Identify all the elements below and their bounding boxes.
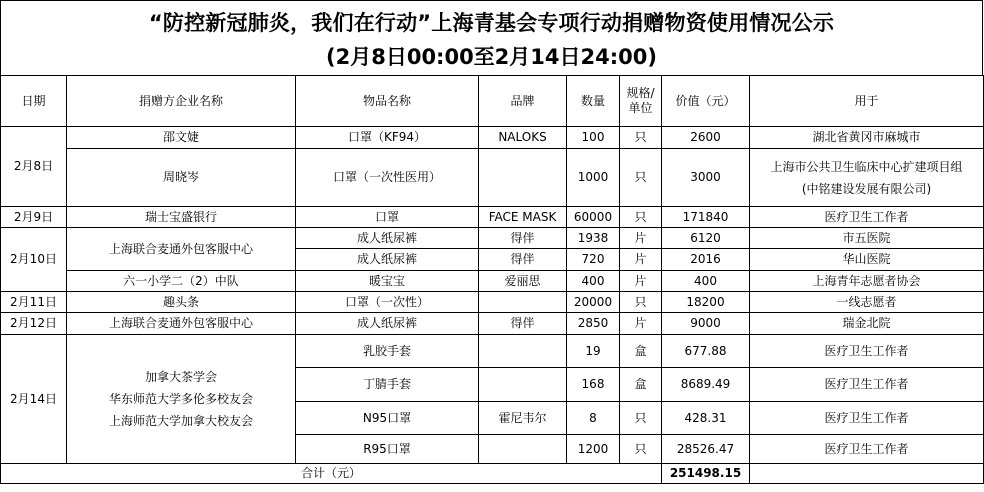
total-label: 合计（元） [1,464,662,484]
item-cell: R95口罩 [296,435,479,464]
table-row [1,292,984,313]
value-cell: 428.31 [662,402,750,435]
item-cell: 口罩（一次性医用） [296,149,479,207]
donor-cell: 瑞士宝盛银行 [67,207,296,228]
qty-cell: 100 [567,127,620,149]
value-cell: 3000 [662,149,750,207]
qty-cell: 20000 [567,292,620,313]
qty-cell: 1938 [567,228,620,249]
value-cell: 2016 [662,249,750,271]
value-cell: 18200 [662,292,750,313]
brand-cell: 爱丽思 [479,271,567,292]
use-cell: 一线志愿者 [750,292,984,313]
header-value: 价值（元） [662,76,750,127]
item-cell: 暖宝宝 [296,271,479,292]
unit-cell: 只 [620,402,662,435]
item-cell: 口罩（一次性） [296,292,479,313]
brand-cell [479,435,567,464]
value-cell: 8689.49 [662,368,750,402]
header-item: 物品名称 [296,76,479,127]
value-cell: 28526.47 [662,435,750,464]
brand-cell: FACE MASK [479,207,567,228]
donor-cell: 六一小学二（2）中队 [67,271,296,292]
brand-cell: 霍尼韦尔 [479,402,567,435]
table-row [1,313,984,335]
table-row [1,207,984,228]
value-cell: 6120 [662,228,750,249]
date-cell: 2月11日 [1,292,67,313]
header-qty: 数量 [567,76,620,127]
header-date: 日期 [1,76,67,127]
item-cell: 口罩 [296,207,479,228]
total-use-cell [750,464,984,484]
table-row [1,127,984,149]
unit-cell: 只 [620,149,662,207]
donor-line-1: 加拿大茶学会 [144,370,217,384]
unit-cell: 盒 [620,335,662,368]
item-cell: N95口罩 [296,402,479,435]
date-cell: 2月8日 [1,127,67,207]
header-donor: 捐赠方企业名称 [67,76,296,127]
use-cell [750,149,984,207]
unit-cell: 片 [620,313,662,335]
use-cell: 湖北省黄冈市麻城市 [750,127,984,149]
header-brand: 品牌 [479,76,567,127]
use-line-1: 上海市公共卫生临床中心扩建项目组 [770,159,963,174]
item-cell: 成人纸尿裤 [296,249,479,271]
use-cell: 医疗卫生工作者 [750,335,984,368]
donor-cell: 趣头条 [67,292,296,313]
brand-cell [479,149,567,207]
use-cell: 医疗卫生工作者 [750,402,984,435]
unit-cell: 片 [620,271,662,292]
qty-cell: 8 [567,402,620,435]
unit-cell: 片 [620,249,662,271]
use-cell: 医疗卫生工作者 [750,207,984,228]
table-row [1,228,984,249]
date-cell: 2月10日 [1,228,67,292]
use-line-2: (中铭建设发展有限公司) [801,181,932,196]
value-cell: 2600 [662,127,750,149]
item-cell: 丁腈手套 [296,368,479,402]
report-title [0,0,983,75]
value-cell: 9000 [662,313,750,335]
value-cell: 171840 [662,207,750,228]
donor-cell: 邵文婕 [67,127,296,149]
brand-cell: NALOKS [479,127,567,149]
total-value: 251498.15 [662,464,750,484]
header-row [1,76,984,127]
header-use: 用于 [750,76,984,127]
qty-cell: 168 [567,368,620,402]
qty-cell: 400 [567,271,620,292]
brand-cell: 得伴 [479,228,567,249]
date-cell: 2月12日 [1,313,67,335]
item-cell: 口罩（KF94） [296,127,479,149]
header-unit-line1: 规格/ [626,86,655,100]
brand-cell: 得伴 [479,249,567,271]
header-unit-line2: 单位 [628,101,653,115]
brand-cell [479,292,567,313]
donation-table [0,75,984,484]
use-cell: 上海青年志愿者协会 [750,271,984,292]
title-line-2: (2月8日00:00至2月14日24:00) [326,45,657,69]
item-cell: 成人纸尿裤 [296,228,479,249]
table-row [1,335,984,368]
brand-cell [479,368,567,402]
title-line-1: “防控新冠肺炎，我们在行动”上海青基会专项行动捐赠物资使用情况公示 [148,11,835,35]
qty-cell: 2850 [567,313,620,335]
qty-cell: 60000 [567,207,620,228]
use-cell: 医疗卫生工作者 [750,435,984,464]
qty-cell: 1000 [567,149,620,207]
donor-line-3: 上海师范大学加拿大校友会 [108,414,253,428]
qty-cell: 19 [567,335,620,368]
date-cell: 2月14日 [1,335,67,464]
unit-cell: 只 [620,207,662,228]
donor-cell [67,335,296,464]
header-unit [620,76,662,127]
use-cell: 医疗卫生工作者 [750,368,984,402]
donor-cell: 上海联合麦通外包客服中心 [67,313,296,335]
brand-cell: 得伴 [479,313,567,335]
item-cell: 乳胶手套 [296,335,479,368]
total-row [1,464,984,484]
brand-cell [479,335,567,368]
qty-cell: 1200 [567,435,620,464]
unit-cell: 只 [620,292,662,313]
donor-line-2: 华东师范大学多伦多校友会 [108,392,253,406]
value-cell: 400 [662,271,750,292]
table-row [1,149,984,207]
value-cell: 677.88 [662,335,750,368]
unit-cell: 片 [620,228,662,249]
use-cell: 华山医院 [750,249,984,271]
table-row [1,271,984,292]
use-cell: 市五医院 [750,228,984,249]
date-cell: 2月9日 [1,207,67,228]
unit-cell: 只 [620,435,662,464]
donor-cell: 上海联合麦通外包客服中心 [67,228,296,271]
donor-cell: 周晓岑 [67,149,296,207]
qty-cell: 720 [567,249,620,271]
unit-cell: 只 [620,127,662,149]
item-cell: 成人纸尿裤 [296,313,479,335]
unit-cell: 盒 [620,368,662,402]
use-cell: 瑞金北院 [750,313,984,335]
